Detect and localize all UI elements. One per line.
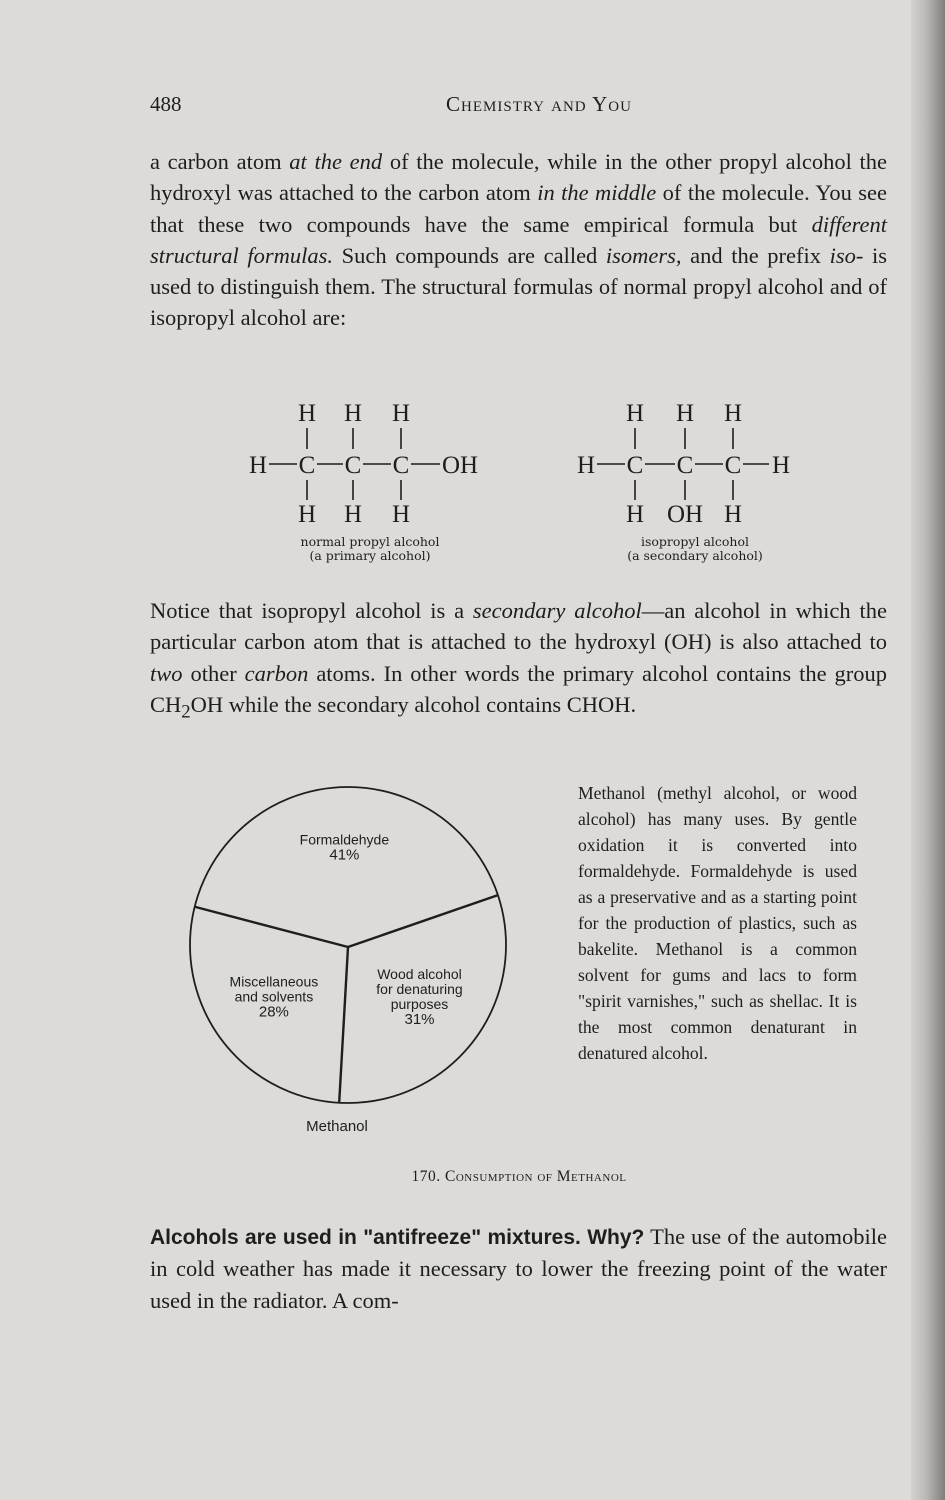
- pie-slice-value: 28%: [258, 1003, 289, 1021]
- pie-slice-value: 31%: [404, 1011, 435, 1029]
- italic-span: isomers,: [605, 242, 682, 268]
- atom-label: H: [391, 400, 411, 427]
- page-number: 488: [150, 92, 182, 116]
- atom-label: H: [297, 501, 317, 528]
- atom-label: C: [626, 452, 644, 479]
- atom-label: H: [391, 501, 411, 528]
- italic-span: carbon: [244, 660, 309, 686]
- italic-span: different structural formulas.: [150, 211, 887, 268]
- pie-slice-boundary: [348, 895, 498, 947]
- text-span: a carbon atom: [150, 149, 290, 174]
- caption-line: (a primary alcohol): [309, 548, 431, 563]
- text-span: The use of the automobile in cold weather has made it necessary to lower the freezing point of the water used in the radiator. A com-: [150, 1224, 887, 1313]
- structural-formula-diagram: [565, 396, 825, 531]
- pie-slice-boundary: [339, 947, 348, 1103]
- pie-slice-name: and solvents: [234, 988, 314, 1005]
- atom-label: H: [343, 400, 363, 427]
- text-span: of the molecule, while in the other propyl alcohol the hydroxyl was attached to the carbon atom: [150, 149, 887, 206]
- atom-label: H: [576, 452, 596, 479]
- pie-slice-value: 41%: [329, 846, 360, 864]
- text-span: —an alcohol in which the particular carbon atom that is attached to the hydroxyl (OH) is also attached to: [150, 598, 887, 655]
- text-span: of the molecule. You see that these two compounds have the same empirical formula but: [150, 180, 887, 237]
- italic-span: iso-: [829, 242, 864, 268]
- atom-label: C: [676, 452, 694, 479]
- pie-slice-name: Wood alcohol: [377, 966, 462, 983]
- section-heading: Alcohols are used in "antifreeze" mixtures. Why?: [150, 1226, 645, 1249]
- paragraph-secondary-alcohol: [150, 595, 887, 728]
- atom-label: H: [723, 400, 743, 427]
- pie-slice-name: Formaldehyde: [299, 831, 390, 848]
- text-span: Notice that isopropyl alcohol is a: [150, 598, 473, 623]
- italic-span: secondary alcohol: [472, 598, 642, 623]
- text-span: is used to distinguish them. The structural formulas of normal propyl alcohol and of isopropyl alcohol are:: [150, 242, 887, 331]
- atom-label: C: [298, 452, 316, 479]
- text-span: atoms. In other words the primary alcohol contains the group CH: [150, 660, 887, 717]
- atom-label: H: [297, 400, 317, 427]
- atom-label: C: [724, 452, 742, 479]
- page-header: [150, 92, 888, 122]
- formula-caption: [565, 535, 825, 563]
- atom-label: C: [344, 452, 362, 479]
- methanol-consumption-pie-chart: [180, 780, 520, 1140]
- caption-line: normal propyl alcohol: [300, 534, 440, 549]
- atom-label: H: [723, 501, 743, 528]
- formula-normal-propyl-alcohol: [240, 396, 500, 571]
- pie-slice-boundary: [195, 907, 348, 947]
- atom-label: H: [625, 501, 645, 528]
- page-edge-shadow: [911, 0, 945, 1500]
- pie-slice-label: [230, 974, 319, 1021]
- caption-line: (a secondary alcohol): [627, 548, 763, 563]
- subscript: 2: [181, 701, 191, 723]
- atom-label: H: [771, 452, 791, 479]
- atom-label: C: [392, 452, 410, 479]
- text-span: Such compounds are called: [333, 242, 606, 268]
- text-span: OH while the secondary alcohol contains CHOH.: [190, 691, 637, 717]
- atom-label: OH: [666, 501, 704, 528]
- italic-span: at the end: [289, 149, 383, 174]
- atom-label: H: [625, 400, 645, 427]
- running-title: Chemistry and You: [446, 92, 632, 116]
- italic-span: two: [150, 660, 183, 686]
- pie-slice-name: Miscellaneous: [229, 973, 319, 990]
- atom-label: OH: [441, 452, 479, 479]
- figure-caption: 170. Consumption of Methanol: [411, 1168, 627, 1185]
- pie-title: Methanol: [306, 1118, 368, 1135]
- paragraph-isomers: [150, 146, 887, 334]
- pie-slice-name: for denaturing: [376, 981, 463, 998]
- caption-line: isopropyl alcohol: [640, 534, 750, 549]
- atom-label: H: [675, 400, 695, 427]
- sidebar-methanol-text: Methanol (methyl alcohol, or wood alcohol) has many uses. By gentle oxidation it is converted into formaldehyde. Formaldehyde is used as a preservative and as a starting point for the production of plastics, such as bakelite. Methanol is a common solvent for gums and lacs to form "spirit varnishes," such as shellac. It is the most common denaturant in denatured alcohol.: [578, 783, 857, 1063]
- pie-slice-label: [300, 832, 390, 864]
- text-span: and the prefix: [681, 242, 830, 268]
- formula-caption: [240, 535, 500, 563]
- structural-formula-diagram: [240, 396, 500, 531]
- formula-isopropyl-alcohol: [565, 396, 825, 571]
- italic-span: in the middle: [537, 180, 657, 206]
- pie-slice-label: [376, 966, 462, 1028]
- pie-slice-name: purposes: [390, 996, 449, 1013]
- paragraph-antifreeze: [150, 1221, 887, 1316]
- text-span: other: [182, 660, 245, 686]
- atom-label: H: [248, 452, 268, 479]
- atom-label: H: [343, 501, 363, 528]
